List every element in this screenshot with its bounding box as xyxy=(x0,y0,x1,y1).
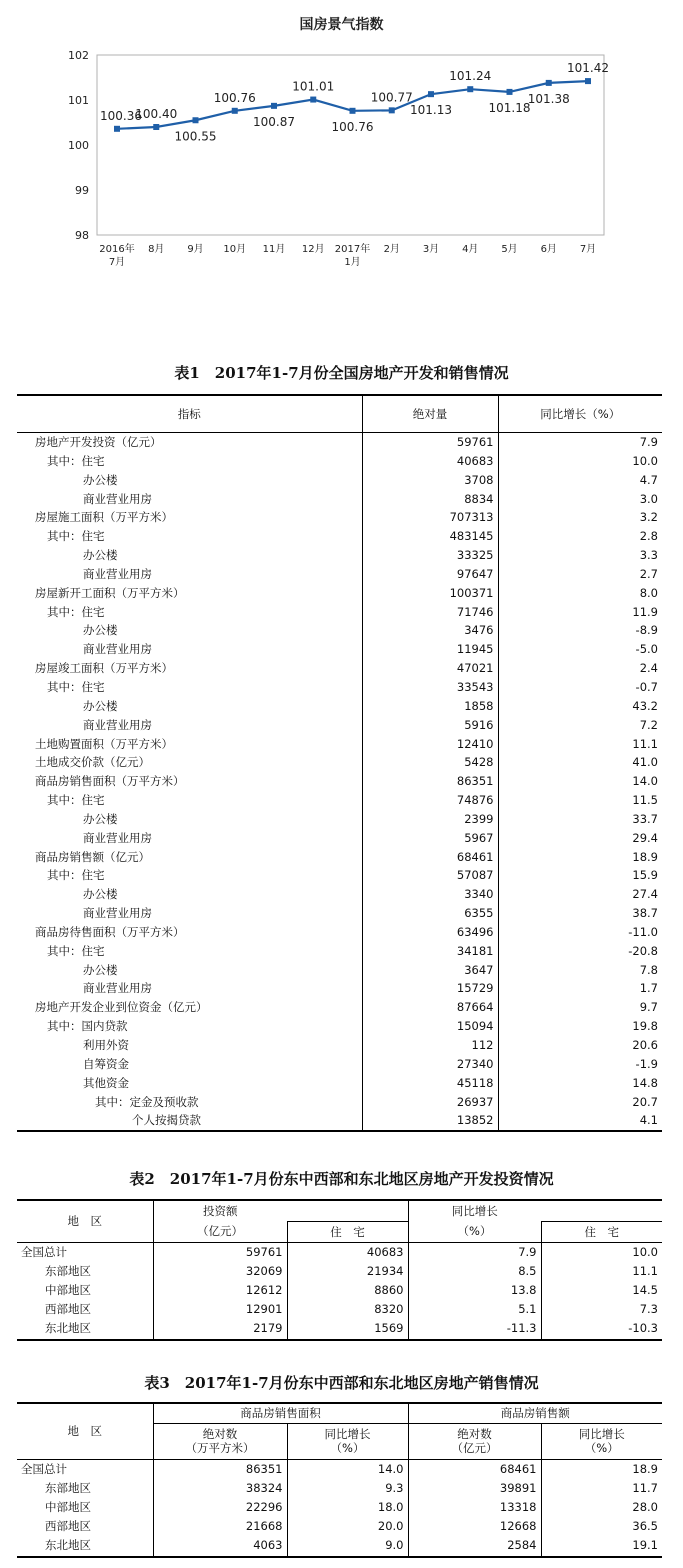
table1-cell-absolute: 112 xyxy=(362,1036,498,1055)
table1-cell-absolute: 63496 xyxy=(362,923,498,942)
table3-header-area: 商品房销售面积 xyxy=(153,1403,408,1423)
table1-cell-growth: 18.9 xyxy=(632,849,658,864)
table1-cell-growth: 33.7 xyxy=(632,811,658,826)
table3 xyxy=(17,1402,662,1558)
table-row xyxy=(17,1319,662,1339)
data-point xyxy=(114,126,120,132)
table1-cell-indicator: 办公楼 xyxy=(17,471,362,490)
table1-cell-growth: 2.8 xyxy=(639,529,658,544)
x-tick-label: 12月 xyxy=(301,244,325,255)
table2-cell-region: 东北地区 xyxy=(17,1319,153,1339)
table1-cell-indicator: 商业营业用房 xyxy=(17,979,362,998)
table1-cell-indicator: 个人按揭贷款 xyxy=(17,1111,362,1131)
table1-cell-absolute: 100371 xyxy=(362,584,498,603)
table1-cell-growth: 20.7 xyxy=(632,1094,658,1109)
table1-header-absolute: 绝对量 xyxy=(362,395,498,433)
table1-cell-growth: 8.0 xyxy=(639,585,658,600)
table1-cell-growth: 11.1 xyxy=(632,736,658,751)
data-label: 100.36 xyxy=(100,108,142,123)
table-row xyxy=(17,1479,662,1498)
chart-plot xyxy=(0,0,683,330)
table1-cell-absolute: 3340 xyxy=(362,885,498,904)
table1-cell-growth: -20.8 xyxy=(628,943,658,958)
table1-cell-absolute: 68461 xyxy=(362,848,498,867)
x-tick-label: 7月 xyxy=(579,244,597,255)
y-tick-label: 100 xyxy=(68,139,89,152)
table2-cell-residential: 8320 xyxy=(287,1300,408,1319)
table1-cell-growth: -5.0 xyxy=(635,642,658,657)
table2-header-region: 地 区 xyxy=(17,1200,153,1242)
table1-cell-absolute: 3708 xyxy=(362,471,498,490)
table1-cell-indicator: 房屋施工面积（万平方米） xyxy=(17,508,362,527)
table-row xyxy=(17,885,662,904)
table2-header-growth-unit: （%） xyxy=(408,1221,541,1242)
table3-header-sales-abs: 绝对数 （亿元） xyxy=(408,1423,541,1459)
table1-cell-absolute: 26937 xyxy=(362,1093,498,1112)
table1-cell-absolute: 5428 xyxy=(362,753,498,772)
table2-cell-region: 东部地区 xyxy=(17,1262,153,1281)
table1-cell-growth: 7.8 xyxy=(639,962,658,977)
x-tick-label: 9月 xyxy=(187,244,204,255)
table1-cell-growth: -8.9 xyxy=(635,623,658,638)
table3-cell-region: 西部地区 xyxy=(17,1517,153,1536)
y-tick-label: 102 xyxy=(68,49,89,62)
data-label: 101.42 xyxy=(567,61,609,76)
table2-cell-growth-residential: 10.0 xyxy=(632,1244,658,1259)
table3-cell-area-growth: 14.0 xyxy=(287,1459,408,1479)
data-label: 101.01 xyxy=(292,79,335,94)
table1-cell-indicator: 土地购置面积（万平方米） xyxy=(17,735,362,754)
table1-cell-growth: 4.7 xyxy=(639,472,658,487)
table1-cell-growth: 20.6 xyxy=(632,1038,658,1052)
data-label: 101.18 xyxy=(488,100,531,115)
table1-cell-indicator: 商业营业用房 xyxy=(17,640,362,659)
table3-cell-sales-growth: 19.1 xyxy=(632,1538,658,1553)
table2-cell-investment: 12612 xyxy=(153,1281,287,1300)
table1-cell-indicator: 办公楼 xyxy=(17,621,362,640)
table3-cell-area-growth: 18.0 xyxy=(287,1498,408,1517)
table1-cell-indicator: 办公楼 xyxy=(17,885,362,904)
table2-cell-investment: 32069 xyxy=(153,1262,287,1281)
data-label: 100.77 xyxy=(370,90,413,105)
y-tick-label: 101 xyxy=(68,94,89,107)
data-label: 100.87 xyxy=(253,114,295,129)
x-tick-label: 8月 xyxy=(148,244,165,255)
table3-cell-region: 全国总计 xyxy=(17,1459,153,1479)
table2-cell-region: 全国总计 xyxy=(17,1242,153,1262)
table-row xyxy=(17,490,662,509)
table3-header-sales: 商品房销售额 xyxy=(408,1403,662,1423)
table3-cell-sales: 39891 xyxy=(408,1479,541,1498)
table1-cell-growth: 43.2 xyxy=(632,698,658,713)
data-point xyxy=(232,108,238,114)
table3-cell-area-growth: 9.3 xyxy=(287,1479,408,1498)
table1-cell-absolute: 5916 xyxy=(362,716,498,735)
table2-cell-growth-residential: 7.3 xyxy=(639,1302,658,1317)
table1-cell-indicator: 商业营业用房 xyxy=(17,716,362,735)
table2 xyxy=(17,1199,662,1341)
table1-cell-indicator: 商品房销售面积（万平方米） xyxy=(17,772,362,791)
table1-cell-absolute: 15094 xyxy=(362,1017,498,1036)
table3-cell-sales: 12668 xyxy=(408,1517,541,1536)
table1-cell-absolute: 3647 xyxy=(362,961,498,980)
table-row xyxy=(17,1517,662,1536)
table1-cell-indicator: 商业营业用房 xyxy=(17,565,362,584)
table-row xyxy=(17,452,662,471)
table3-cell-sales-growth: 18.9 xyxy=(632,1461,658,1476)
table1-cell-absolute: 34181 xyxy=(362,942,498,961)
table3-cell-area: 86351 xyxy=(153,1459,287,1479)
data-point xyxy=(467,86,473,92)
data-point xyxy=(193,117,199,123)
table1-cell-growth: -0.7 xyxy=(635,679,658,694)
data-point xyxy=(389,107,395,113)
data-point xyxy=(271,103,277,109)
y-tick-label: 99 xyxy=(75,184,89,197)
table-row xyxy=(17,772,662,791)
table1-cell-absolute: 27340 xyxy=(362,1055,498,1074)
table2-cell-region: 西部地区 xyxy=(17,1300,153,1319)
table1-cell-absolute: 12410 xyxy=(362,735,498,754)
table-row xyxy=(17,1459,662,1479)
table1-cell-indicator: 利用外资 xyxy=(17,1036,362,1055)
table-row xyxy=(17,753,662,772)
table1-cell-growth: 38.7 xyxy=(632,906,658,921)
table1-cell-indicator: 办公楼 xyxy=(17,697,362,716)
table1-cell-absolute: 87664 xyxy=(362,998,498,1017)
table2-cell-residential: 40683 xyxy=(287,1242,408,1262)
table-row xyxy=(17,923,662,942)
table-row xyxy=(17,640,662,659)
table-row xyxy=(17,735,662,754)
table-row xyxy=(17,508,662,527)
table2-header-growth-residential: 住 宅 xyxy=(541,1221,662,1242)
table3-cell-area: 21668 xyxy=(153,1517,287,1536)
x-tick-label: 2017年 1月 xyxy=(334,244,371,268)
table1-cell-indicator: 其中：住宅 xyxy=(17,603,362,622)
table2-header-investment: 投资额 xyxy=(203,1204,238,1218)
table1-cell-indicator: 房屋新开工面积（万平方米） xyxy=(17,584,362,603)
table1-cell-indicator: 办公楼 xyxy=(17,810,362,829)
table2-cell-residential: 1569 xyxy=(287,1319,408,1339)
table1 xyxy=(17,394,662,1132)
table2-cell-residential: 8860 xyxy=(287,1281,408,1300)
table-row xyxy=(17,603,662,622)
table3-cell-area: 4063 xyxy=(153,1536,287,1556)
table3-cell-sales: 68461 xyxy=(408,1459,541,1479)
table2-cell-growth: 13.8 xyxy=(408,1281,541,1300)
table-row xyxy=(17,1536,662,1556)
table1-cell-growth: 2.4 xyxy=(639,661,658,676)
table1-header-indicator: 指标 xyxy=(17,395,362,433)
table1-cell-absolute: 13852 xyxy=(362,1111,498,1131)
x-tick-label: 2016年 7月 xyxy=(99,244,135,268)
table1-cell-growth: 1.7 xyxy=(639,981,658,996)
y-tick-label: 98 xyxy=(75,229,89,242)
table1-cell-indicator: 商品房待售面积（万平方米） xyxy=(17,923,362,942)
table-row xyxy=(17,433,662,452)
x-tick-label: 4月 xyxy=(462,244,479,255)
table1-cell-absolute: 33325 xyxy=(362,546,498,565)
table1-cell-absolute: 15729 xyxy=(362,979,498,998)
data-label: 101.24 xyxy=(449,69,492,84)
x-tick-label: 10月 xyxy=(223,244,247,255)
table-row xyxy=(17,584,662,603)
table-row xyxy=(17,1111,662,1131)
table-row xyxy=(17,791,662,810)
table-row xyxy=(17,565,662,584)
table1-cell-indicator: 商业营业用房 xyxy=(17,904,362,923)
table-row xyxy=(17,1017,662,1036)
table1-cell-growth: 11.5 xyxy=(632,793,658,808)
table1-cell-growth: 3.3 xyxy=(639,548,658,563)
data-label: 100.55 xyxy=(174,129,217,144)
table-row xyxy=(17,659,662,678)
table1-cell-absolute: 5967 xyxy=(362,829,498,848)
table-row xyxy=(17,810,662,829)
table1-cell-growth: 11.9 xyxy=(632,604,658,619)
table2-cell-investment: 12901 xyxy=(153,1300,287,1319)
table1-title: 表1 2017年1-7月份全国房地产开发和销售情况 xyxy=(174,364,509,382)
table1-cell-indicator: 商业营业用房 xyxy=(17,829,362,848)
table1-cell-indicator: 房地产开发企业到位资金（亿元） xyxy=(17,998,362,1017)
table1-cell-absolute: 97647 xyxy=(362,565,498,584)
table1-cell-growth: 29.4 xyxy=(632,830,658,845)
table-row xyxy=(17,471,662,490)
table1-cell-growth: -1.9 xyxy=(635,1056,658,1071)
table3-cell-sales-growth: 28.0 xyxy=(632,1499,658,1514)
table1-cell-indicator: 其中：住宅 xyxy=(17,942,362,961)
table1-cell-indicator: 其中：住宅 xyxy=(17,866,362,885)
table2-cell-growth-residential: 14.5 xyxy=(632,1282,658,1297)
x-tick-label: 3月 xyxy=(422,244,440,255)
table-row xyxy=(17,904,662,923)
table-row xyxy=(17,527,662,546)
table1-cell-growth: -11.0 xyxy=(628,924,658,939)
table-row xyxy=(17,998,662,1017)
table-row xyxy=(17,979,662,998)
table1-cell-absolute: 3476 xyxy=(362,621,498,640)
x-tick-label: 5月 xyxy=(501,244,518,255)
table1-cell-absolute: 86351 xyxy=(362,772,498,791)
data-point xyxy=(507,89,513,95)
table1-cell-growth: 27.4 xyxy=(632,887,658,902)
table2-cell-investment: 2179 xyxy=(153,1319,287,1339)
table3-header-area-growth: 同比增长 （%） xyxy=(287,1423,408,1459)
table-row xyxy=(17,1242,662,1262)
table-row xyxy=(17,716,662,735)
table1-cell-indicator: 办公楼 xyxy=(17,961,362,980)
table1-cell-absolute: 74876 xyxy=(362,791,498,810)
table1-cell-indicator: 商品房销售额（亿元） xyxy=(17,848,362,867)
table1-cell-absolute: 11945 xyxy=(362,640,498,659)
table-row xyxy=(17,1055,662,1074)
data-point xyxy=(153,124,159,130)
table1-cell-indicator: 其中：定金及预收款 xyxy=(17,1093,362,1112)
data-label: 100.76 xyxy=(213,90,256,105)
table2-cell-residential: 21934 xyxy=(287,1262,408,1281)
table-row xyxy=(17,961,662,980)
table1-cell-indicator: 其中：住宅 xyxy=(17,791,362,810)
table1-cell-indicator: 其中：住宅 xyxy=(17,678,362,697)
chart-title: 国房景气指数 xyxy=(299,17,384,33)
table2-title: 表2 2017年1-7月份东中西部和东北地区房地产开发投资情况 xyxy=(129,1170,554,1188)
table2-cell-region: 中部地区 xyxy=(17,1281,153,1300)
table-row xyxy=(17,1036,662,1055)
table3-title: 表3 2017年1-7月份东中西部和东北地区房地产销售情况 xyxy=(144,1374,539,1392)
table1-cell-indicator: 办公楼 xyxy=(17,546,362,565)
data-label: 101.13 xyxy=(410,103,452,118)
table3-cell-sales: 2584 xyxy=(408,1536,541,1556)
table1-cell-growth: 3.2 xyxy=(639,510,658,525)
table1-cell-indicator: 自筹资金 xyxy=(17,1055,362,1074)
table-row xyxy=(17,621,662,640)
data-label: 100.40 xyxy=(135,107,178,121)
table1-cell-absolute: 47021 xyxy=(362,659,498,678)
table2-cell-growth: 5.1 xyxy=(408,1300,541,1319)
index-chart xyxy=(0,0,683,330)
table1-cell-absolute: 45118 xyxy=(362,1074,498,1093)
table1-cell-indicator: 房屋竣工面积（万平方米） xyxy=(17,659,362,678)
table1-cell-absolute: 71746 xyxy=(362,603,498,622)
table3-cell-area-growth: 9.0 xyxy=(287,1536,408,1556)
table3-cell-sales-growth: 11.7 xyxy=(632,1480,658,1495)
table3-cell-sales-growth: 36.5 xyxy=(632,1519,658,1534)
table1-cell-absolute: 33543 xyxy=(362,678,498,697)
table3-cell-sales: 13318 xyxy=(408,1498,541,1517)
table1-cell-growth: 7.9 xyxy=(639,435,658,449)
table2-cell-growth-residential: 11.1 xyxy=(632,1263,658,1278)
table1-cell-indicator: 房地产开发投资（亿元） xyxy=(17,433,362,452)
table3-header-region: 地 区 xyxy=(17,1403,153,1459)
table2-cell-growth: 8.5 xyxy=(408,1262,541,1281)
table1-cell-indicator: 其中：国内贷款 xyxy=(17,1017,362,1036)
table3-cell-region: 中部地区 xyxy=(17,1498,153,1517)
table1-cell-growth: 19.8 xyxy=(632,1019,658,1034)
table-row xyxy=(17,1281,662,1300)
table1-cell-absolute: 59761 xyxy=(362,433,498,452)
table-row xyxy=(17,829,662,848)
table1-cell-absolute: 2399 xyxy=(362,810,498,829)
table1-cell-absolute: 57087 xyxy=(362,866,498,885)
table2-cell-growth-residential: -10.3 xyxy=(628,1321,658,1336)
data-point xyxy=(310,97,316,103)
table1-cell-indicator: 商业营业用房 xyxy=(17,490,362,509)
table-row xyxy=(17,1262,662,1281)
table3-cell-area: 22296 xyxy=(153,1498,287,1517)
table-row xyxy=(17,848,662,867)
table1-cell-growth: 15.9 xyxy=(632,868,658,883)
table1-cell-growth: 4.1 xyxy=(639,1113,658,1128)
table1-cell-indicator: 土地成交价款（亿元） xyxy=(17,753,362,772)
table-row xyxy=(17,678,662,697)
table-row xyxy=(17,942,662,961)
table1-cell-growth: 14.0 xyxy=(632,774,658,789)
table3-cell-area: 38324 xyxy=(153,1479,287,1498)
table3-cell-region: 东北地区 xyxy=(17,1536,153,1556)
table1-cell-indicator: 其中：住宅 xyxy=(17,527,362,546)
x-tick-label: 2月 xyxy=(383,244,400,255)
table2-header-residential: 住 宅 xyxy=(287,1221,408,1242)
table1-cell-absolute: 6355 xyxy=(362,904,498,923)
table1-header-growth: 同比增长（%） xyxy=(498,395,662,433)
table1-cell-absolute: 40683 xyxy=(362,452,498,471)
table2-header-growth: 同比增长 xyxy=(451,1204,498,1218)
table1-cell-growth: 10.0 xyxy=(632,453,658,468)
table-row xyxy=(17,1074,662,1093)
plot-area xyxy=(97,55,604,235)
table3-cell-region: 东部地区 xyxy=(17,1479,153,1498)
table3-cell-area-growth: 20.0 xyxy=(287,1517,408,1536)
table-row xyxy=(17,1093,662,1112)
table-row xyxy=(17,546,662,565)
table2-cell-growth: -11.3 xyxy=(408,1319,541,1339)
table2-cell-growth: 7.9 xyxy=(408,1242,541,1262)
table1-cell-indicator: 其中：住宅 xyxy=(17,452,362,471)
table1-cell-growth: 2.7 xyxy=(639,566,658,581)
table1-cell-growth: 7.2 xyxy=(639,717,658,732)
table1-cell-growth: 41.0 xyxy=(632,755,658,770)
table2-header-investment-unit: （亿元） xyxy=(153,1221,287,1242)
table3-header-sales-growth: 同比增长 （%） xyxy=(541,1423,662,1459)
table1-cell-growth: 14.8 xyxy=(632,1075,658,1090)
data-point xyxy=(546,80,552,86)
data-label: 101.38 xyxy=(527,91,570,106)
data-point xyxy=(350,108,356,114)
table1-cell-absolute: 707313 xyxy=(362,508,498,527)
data-point xyxy=(585,78,591,84)
data-point xyxy=(428,91,434,97)
table3-header-area-abs: 绝对数 （万平方米） xyxy=(153,1423,287,1459)
table1-cell-growth: 3.0 xyxy=(639,491,658,506)
x-tick-label: 6月 xyxy=(540,244,557,255)
table1-cell-absolute: 8834 xyxy=(362,490,498,509)
table-row xyxy=(17,697,662,716)
table1-cell-absolute: 483145 xyxy=(362,527,498,546)
table1-cell-absolute: 1858 xyxy=(362,697,498,716)
table2-cell-investment: 59761 xyxy=(153,1242,287,1262)
table-row xyxy=(17,866,662,885)
table-row xyxy=(17,1300,662,1319)
table1-cell-indicator: 其他资金 xyxy=(17,1074,362,1093)
data-label: 100.76 xyxy=(331,119,374,134)
table-row xyxy=(17,1498,662,1517)
x-tick-label: 11月 xyxy=(262,244,286,255)
table1-cell-growth: 9.7 xyxy=(639,1000,658,1015)
